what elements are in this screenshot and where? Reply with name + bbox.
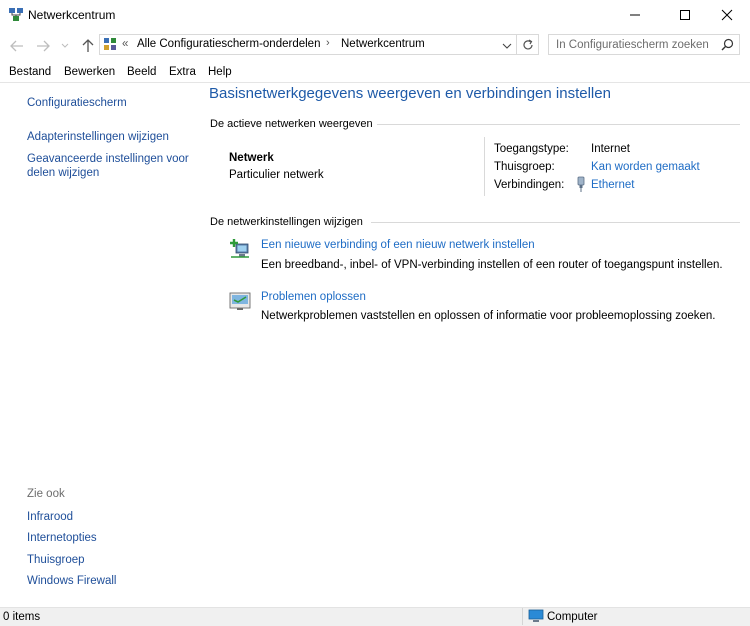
status-divider — [522, 608, 523, 625]
address-dropdown-button[interactable] — [502, 41, 512, 53]
search-input[interactable] — [549, 35, 716, 54]
status-bar — [0, 607, 750, 626]
computer-icon — [528, 609, 544, 626]
change-settings-heading: De netwerkinstellingen wijzigen — [210, 216, 363, 228]
address-bar[interactable] — [99, 34, 517, 55]
setup-new-connection-link[interactable]: Een nieuwe verbinding of een nieuw netwerk instellen — [261, 239, 535, 251]
menu-help[interactable]: Help — [208, 66, 232, 78]
close-icon — [721, 9, 733, 21]
see-also-infrared[interactable]: Infrarood — [27, 511, 74, 523]
sidebar-advanced-sharing-settings[interactable]: Geavanceerde instellingen voor delen wijzigen — [27, 153, 189, 179]
search-box[interactable] — [548, 34, 740, 55]
breadcrumb-overflow[interactable]: « — [122, 38, 129, 50]
active-networks-heading: De actieve netwerken weergeven — [210, 118, 373, 130]
breadcrumb-item-network-center[interactable]: Netwerkcentrum — [341, 38, 425, 50]
control-panel-icon — [103, 37, 118, 55]
see-also-heading: Zie ook — [27, 488, 65, 500]
forward-arrow-icon — [36, 40, 50, 52]
back-button[interactable] — [7, 36, 27, 56]
troubleshoot-description: Netwerkproblemen vaststellen en oplossen of informatie voor probleemoplossing zoeken. — [261, 310, 716, 322]
minimize-icon — [629, 9, 641, 21]
access-type-value: Internet — [591, 143, 630, 155]
chevron-down-icon — [502, 43, 512, 50]
forward-button[interactable] — [33, 36, 53, 56]
breadcrumb-chevron-icon[interactable]: › — [326, 37, 330, 49]
maximize-button[interactable] — [662, 0, 708, 30]
chevron-down-icon — [61, 43, 69, 49]
menu-file[interactable]: Bestand — [9, 66, 52, 78]
ethernet-link[interactable]: Ethernet — [591, 179, 635, 191]
network-type: Particulier netwerk — [229, 169, 324, 181]
homegroup-label: Thuisgroep: — [494, 161, 555, 173]
menu-edit[interactable]: Bewerken — [64, 66, 116, 78]
up-arrow-icon — [82, 39, 94, 53]
up-button[interactable] — [78, 36, 98, 56]
see-also-internet-options[interactable]: Internetopties — [27, 532, 97, 544]
menu-view[interactable]: Beeld — [127, 66, 157, 78]
minimize-button[interactable] — [612, 0, 658, 30]
network-divider — [484, 137, 485, 196]
network-center-icon — [8, 7, 24, 23]
see-also-windows-firewall[interactable]: Windows Firewall — [27, 575, 117, 587]
homegroup-link[interactable]: Kan worden gemaakt — [591, 161, 700, 173]
troubleshoot-link[interactable]: Problemen oplossen — [261, 291, 366, 303]
see-also-homegroup[interactable]: Thuisgroep — [27, 554, 85, 566]
access-type-label: Toegangstype: — [494, 143, 569, 155]
sidebar-control-panel-home[interactable]: Configuratiescherm — [27, 97, 127, 109]
window-title: Netwerkcentrum — [28, 8, 116, 22]
section-divider — [371, 222, 740, 223]
ethernet-icon — [576, 176, 586, 195]
refresh-button[interactable] — [517, 34, 539, 55]
menu-tools[interactable]: Extra — [169, 66, 196, 78]
status-location: Computer — [547, 611, 598, 623]
status-item-count: 0 items — [3, 611, 41, 623]
page-title: Basisnetwerkgegevens weergeven en verbindingen instellen — [209, 85, 611, 102]
connections-label: Verbindingen: — [494, 179, 565, 191]
network-name: Netwerk — [229, 152, 274, 164]
search-icon — [721, 38, 734, 54]
setup-new-connection-description: Een breedband-, inbel- of VPN-verbinding instellen of een router of toegangspunt instellen. — [261, 259, 723, 271]
breadcrumb-item-all-control-panel[interactable]: Alle Configuratiescherm-onderdelen — [137, 38, 321, 50]
back-arrow-icon — [10, 40, 24, 52]
close-button[interactable] — [704, 0, 750, 30]
new-connection-icon — [229, 238, 251, 263]
sidebar-change-adapter-settings[interactable]: Adapterinstellingen wijzigen — [27, 131, 169, 143]
troubleshoot-icon — [229, 291, 251, 314]
section-divider — [377, 124, 740, 125]
recent-locations-button[interactable] — [58, 36, 72, 56]
maximize-icon — [679, 9, 691, 21]
refresh-icon — [522, 39, 534, 51]
